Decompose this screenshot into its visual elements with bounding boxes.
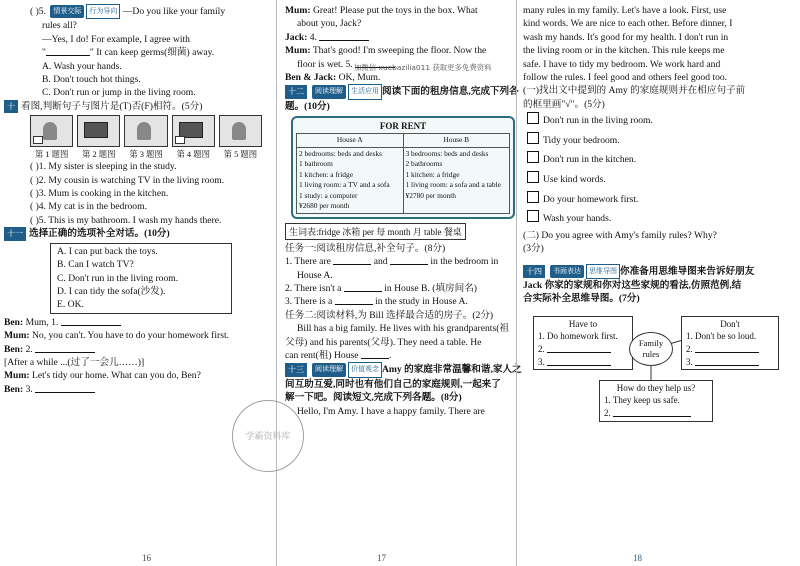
q5-tag: 情景交际 [50,5,84,18]
speaker: Mum: [285,5,311,16]
rent-notice [291,116,515,219]
section-14-title [523,264,780,279]
q5-line [30,4,262,19]
task-1-q3-rest: in the study in House A. [375,296,468,308]
house-b-item: 1 living room: a sofa and a table [405,180,501,190]
have-to-box [533,316,633,370]
house-b-item: 2 bathrooms [405,159,443,169]
question-1: (一)找出文中提到的 Amy 的家庭规则并在相应句子前 [523,85,746,97]
column-page-16 [0,0,268,566]
check-row [523,150,780,170]
speaker: Ben & Jack: [285,72,337,84]
section-14-title-cont: Jack 你家的家规和你对这些家规的看法,仿照范例,结 [523,280,742,292]
speaker: Mum: [4,370,30,382]
section-14-tag2: 思维导图 [586,264,620,279]
dialog-line-5 [4,383,262,396]
dont-label: Don't [720,318,740,329]
section-13-title-cont: 解一下吧。阅读短文,完成下列各题。(8分) [285,392,462,404]
section-10-title [4,100,262,113]
q5-option-a: A. Wash your hands. [42,60,122,72]
passage-line: wash my hands. It's good for my health. I don't run in [523,31,729,43]
house-a-item: 1 bathroom [299,159,333,169]
help-item: 2. [604,408,611,419]
passage-start: Hello, I'm Amy. I have a happy family. There are [297,405,485,417]
check-label: Don't run in the kitchen. [543,154,637,166]
mind-blank[interactable] [695,343,759,353]
help-box [599,380,713,422]
mind-blank[interactable] [613,407,691,417]
q5-text-cont: rules all? [42,20,77,32]
dont-item: 3. [686,356,693,367]
dialog-text: No, you can't. You have to do your homework first. [31,330,230,342]
check-label: Wash your hands. [543,213,612,225]
rent-heading: FOR RENT [379,121,427,132]
passage-line: the living room or in the kitchen. This rule keeps me [523,45,725,57]
dont-item: 2. [686,344,693,355]
section-12-title [285,84,519,99]
section-12-title-cont: 题。(10分) [285,100,330,112]
section-13-title [285,362,522,377]
dialog-line-4 [4,369,262,382]
q5-number: ( )5. [30,6,46,17]
task-1-q1: 1. There are [285,256,331,268]
q5-tag2: 行为导向 [86,4,120,19]
have-to-label: Have to [568,318,598,329]
q5-answer-2-text: " It can keep germs(细菌) away. [89,47,215,59]
checkbox[interactable] [527,191,539,203]
section-14-title-cont: 合实际补全思维导图。(7分) [523,293,640,305]
option-c: C. Don't run in the living room. [57,272,179,284]
bill-text-3: can rent(租) House [285,350,359,361]
question-2: (二) Do you agree with Amy's family rules? Why? [523,229,717,241]
sec10-item-5: ( )5. This is my bathroom. I wash my hands there. [30,214,222,226]
bill-text-1: Bill has a big family. He lives with his grandparents(祖 [297,323,509,335]
section-12-tag: 阅读理解 [312,85,346,98]
check-row [523,170,780,190]
house-a-details [297,147,404,213]
bill-text-2: 父母) and his parents(父母). They need a table. He [285,336,482,348]
check-row [523,209,780,229]
dialog-blank-2[interactable] [35,343,95,353]
q5-blank[interactable] [46,46,90,56]
sec10-item-4: ( )4. My cat is in the bedroom. [30,201,147,213]
dialog-text: 3. [25,383,33,395]
library-stamp: 学霸资料库 [232,400,304,472]
q5-answer: —Yes, I do! For example, I agree with [42,33,190,45]
speaker: Mum: [285,45,311,57]
mind-map [523,310,780,422]
picture-2-image [77,115,120,147]
picture-label: 第 2 题图 [82,150,116,160]
dialog-blank-4[interactable] [319,31,369,41]
check-label: Do your homework first. [543,193,639,205]
house-a-item: 2 bedrooms: beds and desks [299,148,382,158]
checkbox[interactable] [527,171,539,183]
speaker: Jack: [285,31,308,43]
house-b-item: 3 bedrooms: beds and desks [405,148,489,158]
watermark-text: 加微信 xuebazilia011 获取更多免费资料 [354,63,492,72]
task-1-q2: 2. There isn't a [285,282,342,294]
section-12-title-text: 阅读下面的租房信息,完成下列各 [382,86,519,98]
passage-line: safe. I have to tidy my bedroom. We work hard and [523,58,721,70]
section-13-tag2: 价值观念 [348,362,382,377]
house-b-details [403,147,510,213]
dont-box [681,316,779,370]
task-2-blank[interactable] [361,349,389,359]
house-a-item: ¥2680 per month [299,201,350,211]
house-b-item: ¥2780 per month [405,190,456,200]
house-a-item: 1 kitchen: a fridge [299,169,353,179]
picture-3-image [124,115,167,147]
house-b-name: House B [403,134,510,148]
dialog-text: OK, Mum. [338,72,381,84]
dialog-text: Mum, 1. [25,316,59,328]
section-13-tag: 阅读理解 [312,363,346,376]
speaker: Mum: [4,330,30,342]
sec10-item-2: ( )2. My cousin is watching TV in the living room. [30,174,225,186]
section-11-title-text: 选择正确的选项补全对话。(10分) [29,228,170,240]
passage-line: many rules in my family. Let's have a look. First, use [523,5,727,16]
have-to-item: 2. [538,344,545,355]
picture-row [30,115,262,147]
dialog-text: That's good! I'm sweeping the floor. Now the [312,45,487,57]
house-b-item: 1 kitchen: a fridge [405,169,460,179]
dialog-text-cont: floor is wet. 5. [297,58,353,70]
passage-line: follow the rules. I feel good and others feel good too. [523,72,728,84]
mind-blank[interactable] [547,343,611,353]
picture-5-image [219,115,262,147]
option-a: A. I can put back the toys. [57,245,158,257]
section-14-number: 十四 [523,265,545,278]
option-box [50,243,232,314]
task-1-q1-cont: House A. [297,269,333,281]
picture-4-image [172,115,215,147]
section-12-tag2: 生活应用 [348,84,382,99]
dialog-note: [After a while ...(过了一会儿……)] [4,356,145,368]
check-row [523,111,780,131]
task-2-title: 任务二:阅读材料,为 Bill 选择最合适的房子。(2分) [285,309,494,321]
section-11-number: 十一 [4,227,26,240]
speaker: Ben: [4,383,24,395]
dialog-blank-3[interactable] [35,383,95,393]
dialog-text: 2. [25,343,33,355]
dialog-line-2 [4,329,262,342]
mind-blank[interactable] [695,356,759,366]
dialog-text: 4. [309,31,317,43]
question-2-cont: (3分) [523,243,544,255]
vocabulary-box: 生词表:fridge 冰箱 per 每 month 月 table 餐桌 [285,223,466,240]
task-1-q1-and: and [373,256,388,268]
picture-label: 第 4 题图 [176,150,210,160]
page-number: 16 [142,553,151,563]
section-11-title [4,227,262,240]
checkbox[interactable] [527,132,539,144]
have-to-item: 1. Do homework first. [538,331,618,342]
rent-table [296,133,510,214]
dialog-text: Great! Please put the toys in the box. What [312,5,478,16]
page-number: 18 [633,553,642,563]
section-10-number: 十 [4,100,18,113]
section-10-title-text: 看图,判断句子与图片是(T)否(F)相符。(5分) [21,100,203,112]
check-label: Don't run in the living room. [543,115,653,127]
column-page-18 [516,0,800,566]
picture-labels [30,148,262,160]
house-a-item: 1 study: a computer [299,190,358,200]
speaker: Ben: [4,316,24,328]
help-item: 1. They keep us safe. [604,395,680,406]
house-a-item: 1 living room: a TV and a sofa [299,180,390,190]
speaker: Ben: [4,343,24,355]
picture-label: 第 5 题图 [223,150,258,160]
picture-label: 第 3 题图 [129,150,163,160]
section-13-title-text: Amy 的家庭非常温馨和谐,家人之 [382,364,522,376]
task-1-q2-rest: in House B. (填房间名) [384,282,477,294]
task-1-blank[interactable] [344,282,382,292]
section-12-number: 十二 [285,85,307,98]
sec10-item-3: ( )3. Mum is cooking in the kitchen. [30,188,169,200]
section-13-number: 十三 [285,363,307,376]
dialog-blank-1[interactable] [61,316,121,326]
sec10-item-1: ( )1. My sister is sleeping in the study. [30,161,177,173]
dialog-line-3 [4,343,262,356]
family-rules-circle: Family rules [629,332,673,366]
checkbox[interactable] [527,112,539,124]
q5-option-c: C. Don't run or jump in the living room. [42,87,196,99]
section-13-title-cont: 间互助互爱,同时也有他们自己的家庭规则,一起来了 [285,378,501,390]
dialog-text-cont: about you, Jack? [297,18,362,30]
check-row [523,190,780,210]
q5-text: —Do you like your family [122,6,226,17]
q5-answer-2: " " It can keep germs(细菌) away. [42,47,215,59]
q5-option-b: B. Don't touch hot things. [42,74,141,86]
question-1-cont: 的框里画"√"。(5分) [523,98,605,110]
section-14-title-text: 你准备用思维导图来告诉好朋友 [620,265,755,277]
help-label: How do they help us? [616,382,696,393]
task-1-title: 任务一:阅读租房信息,补全句子。(8分) [285,242,446,254]
checkbox[interactable] [527,151,539,163]
picture-1-image [30,115,73,147]
task-1-q1-rest: in the bedroom in [430,256,499,268]
task-1-blank[interactable] [390,255,428,265]
dialog-text: Let's tidy our home. What can you do, Ben? [31,370,201,382]
dialog-line-1 [4,316,262,329]
task-1-blank[interactable] [335,295,373,305]
task-1-blank[interactable] [333,255,371,265]
check-label: Tidy your bedroom. [543,134,620,146]
option-e: E. OK. [57,299,84,311]
checkbox[interactable] [527,210,539,222]
mind-blank[interactable] [547,356,611,366]
option-b: B. Can I watch TV? [57,259,134,271]
section-14-tag: 书面表达 [550,265,584,278]
house-a-name: House A [297,134,404,148]
option-d: D. I can tidy the sofa(沙发). [57,285,166,297]
picture-label: 第 1 题图 [34,150,69,160]
page-number: 17 [377,553,386,563]
check-label: Use kind words. [543,174,606,186]
column-page-17: Mum: Great! Please put the toys in the box. What about you, Jack? Jack: 4. Mum: That's good! I'm sweeping the floor. Now the floor is wet. 5. Ben & Jack: OK, Mum. 十二 阅读理解 生活应用 阅读下面的租房信息,完成下列各 题。(10分) FOR RENT House A House B 2 bedrooms: beds and desks 1 bathroom 1 kitchen: a fridge 1 living room: a TV and a sofa 1 study: a computer ¥2680 per month 3 bedrooms: beds and desks 2 bathrooms 1 kitchen: a fridge 1 living room: a sofa and a table ¥2780 per month 生词表:fridge 冰箱 per 每 month 月 table 餐桌 任务一:阅读租房信息,补全句子。(8分) 1. There are and in the bedroom in House A. 2. There isn't a in House B. (填房间名) 3. There is a in the study in House A. 任务二:阅读材料,为 Bill 选择最合适的房子。(2分) Bill has a big family. He lives with his grandparents(祖 父母) and his parents(父母). They need a table. He can rent(租) House . 十三 阅读理解 价值观念 Amy 的家庭非常温馨和谐,家人之 间互助互爱,同时也有他们自己的家庭规则,一起来了 解一下吧。阅读短文,完成下列各题。(8分) Hello, I'm Amy. I have a happy family. There are 17 [276,0,510,566]
task-1-q3: 3. There is a [285,296,333,308]
passage-line: kind words. We are nice to each other. Before dinner, I [523,18,733,30]
have-to-item: 3. [538,356,545,367]
check-row [523,131,780,151]
dont-item: 1. Don't be so loud. [686,331,757,342]
